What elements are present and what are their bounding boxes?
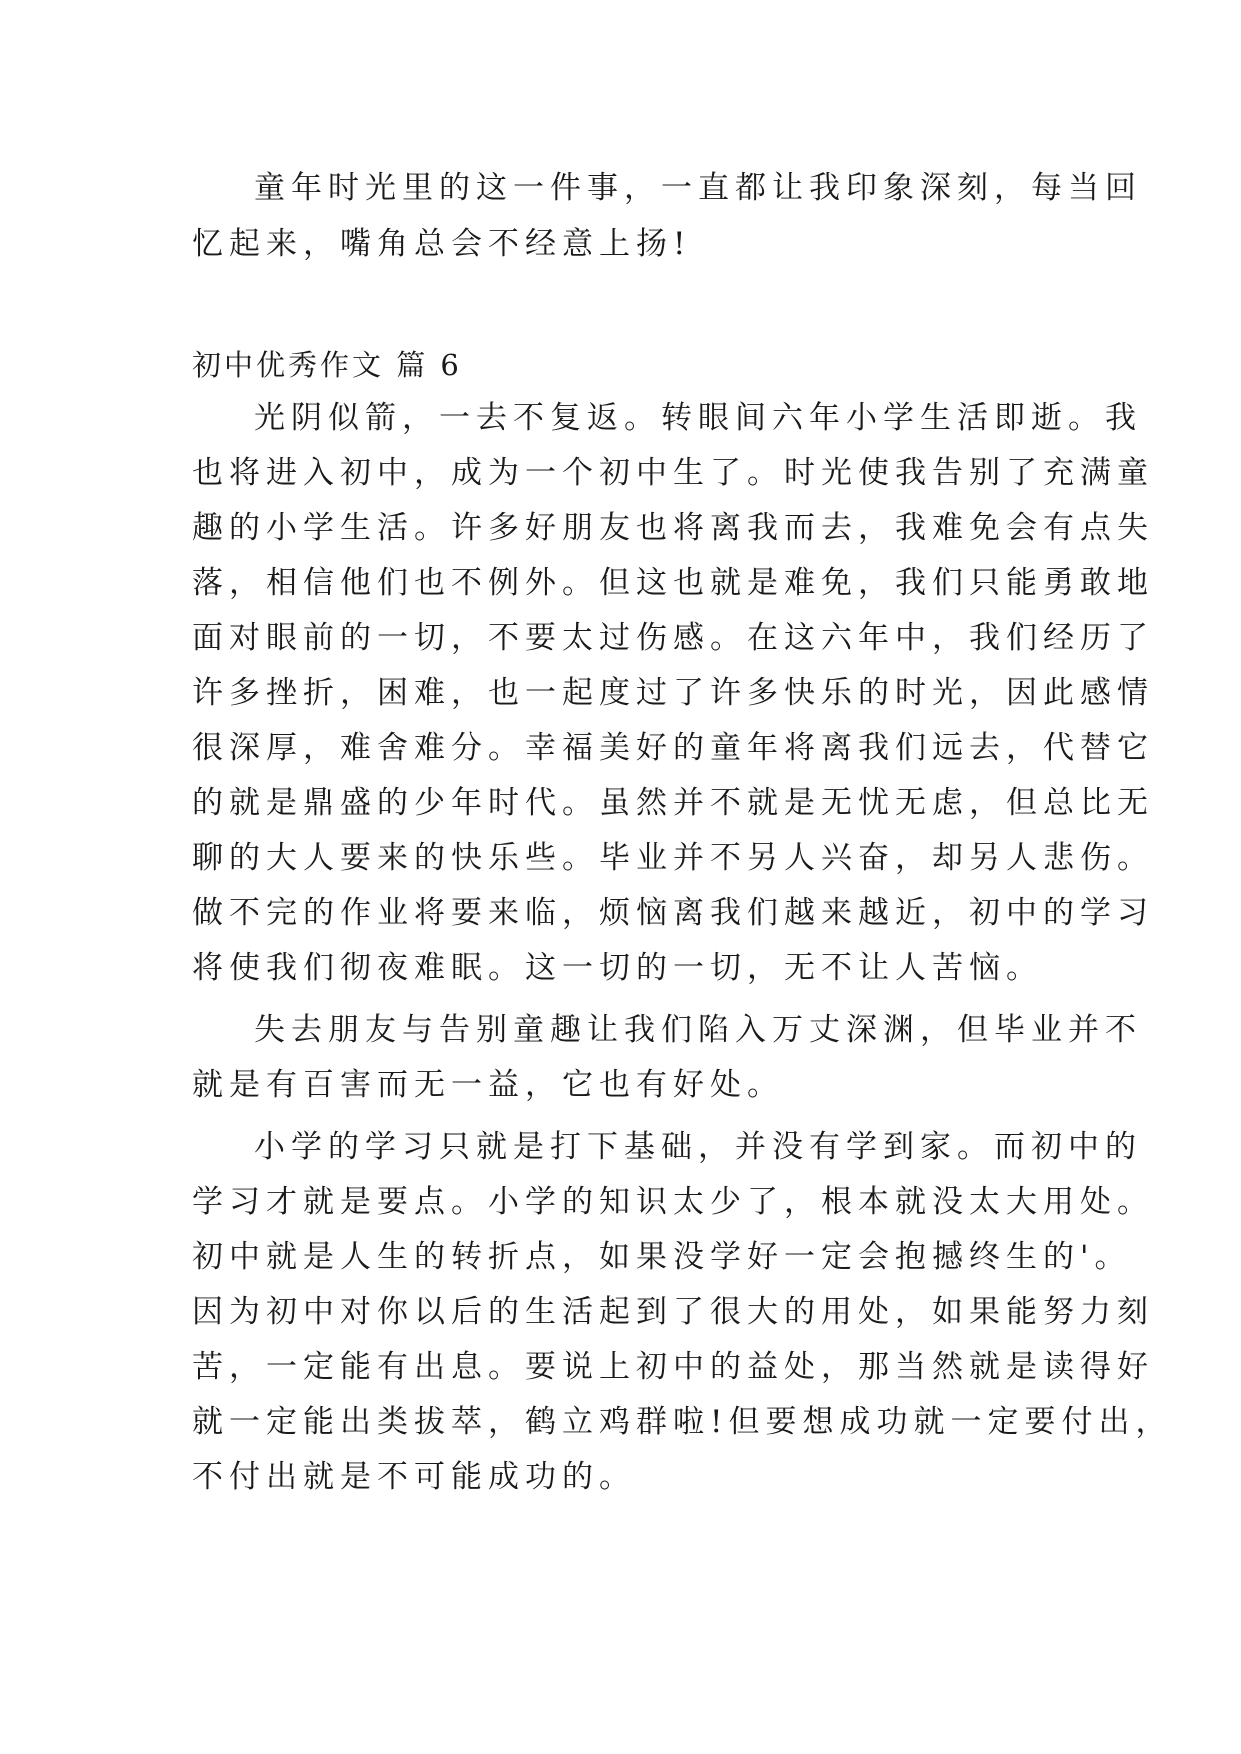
section-title: 初中优秀作文 篇 6	[192, 348, 462, 382]
paragraph-1-line-2: 也将进入初中，成为一个初中生了。时光使我告别了充满童	[192, 455, 1154, 491]
paragraph-3-line-6: 就一定能出类拔萃，鹤立鸡群啦!但要想成功就一定要付出，	[192, 1404, 1173, 1440]
paragraph-3-line-2: 学习才就是要点。小学的知识太少了，根本就没太大用处。	[192, 1184, 1154, 1220]
paragraph-1-line-3: 趣的小学生活。许多好朋友也将离我而去，我难免会有点失	[192, 510, 1154, 546]
paragraph-1-line-6: 许多挫折，困难，也一起度过了许多快乐的时光，因此感情	[192, 675, 1154, 711]
paragraph-1-line-10: 做不完的作业将要来临，烦恼离我们越来越近，初中的学习	[192, 895, 1154, 931]
paragraph-2-line-2: 就是有百害而无一益，它也有好处。	[192, 1067, 784, 1103]
paragraph-3-line-1: 小学的学习只就是打下基础，并没有学到家。而初中的	[254, 1129, 1142, 1165]
paragraph-3-line-3: 初中就是人生的转折点，如果没学好一定会抱撼终生的'。	[192, 1239, 1132, 1275]
paragraph-3-line-7: 不付出就是不可能成功的。	[192, 1459, 636, 1495]
paragraph-prev-line-2: 忆起来，嘴角总会不经意上扬!	[192, 226, 692, 262]
paragraph-1-line-5: 面对眼前的一切，不要太过伤感。在这六年中，我们经历了	[192, 620, 1154, 656]
paragraph-1-line-1: 光阴似箭，一去不复返。转眼间六年小学生活即逝。我	[254, 400, 1142, 436]
paragraph-1-line-9: 聊的大人要来的快乐些。毕业并不另人兴奋，却另人悲伤。	[192, 840, 1154, 876]
paragraph-1-line-8: 的就是鼎盛的少年时代。虽然并不就是无忧无虑，但总比无	[192, 785, 1154, 821]
paragraph-prev-line-1: 童年时光里的这一件事，一直都让我印象深刻，每当回	[254, 170, 1142, 206]
paragraph-3-line-5: 苦，一定能有出息。要说上初中的益处，那当然就是读得好	[192, 1349, 1154, 1385]
paragraph-3-line-4: 因为初中对你以后的生活起到了很大的用处，如果能努力刻	[192, 1294, 1154, 1330]
paragraph-1-line-11: 将使我们彻夜难眠。这一切的一切，无不让人苦恼。	[192, 950, 1043, 986]
paragraph-1-line-7: 很深厚，难舍难分。幸福美好的童年将离我们远去，代替它	[192, 730, 1154, 766]
paragraph-2-line-1: 失去朋友与告别童趣让我们陷入万丈深渊，但毕业并不	[254, 1012, 1142, 1048]
paragraph-1-line-4: 落，相信他们也不例外。但这也就是难免，我们只能勇敢地	[192, 565, 1154, 601]
